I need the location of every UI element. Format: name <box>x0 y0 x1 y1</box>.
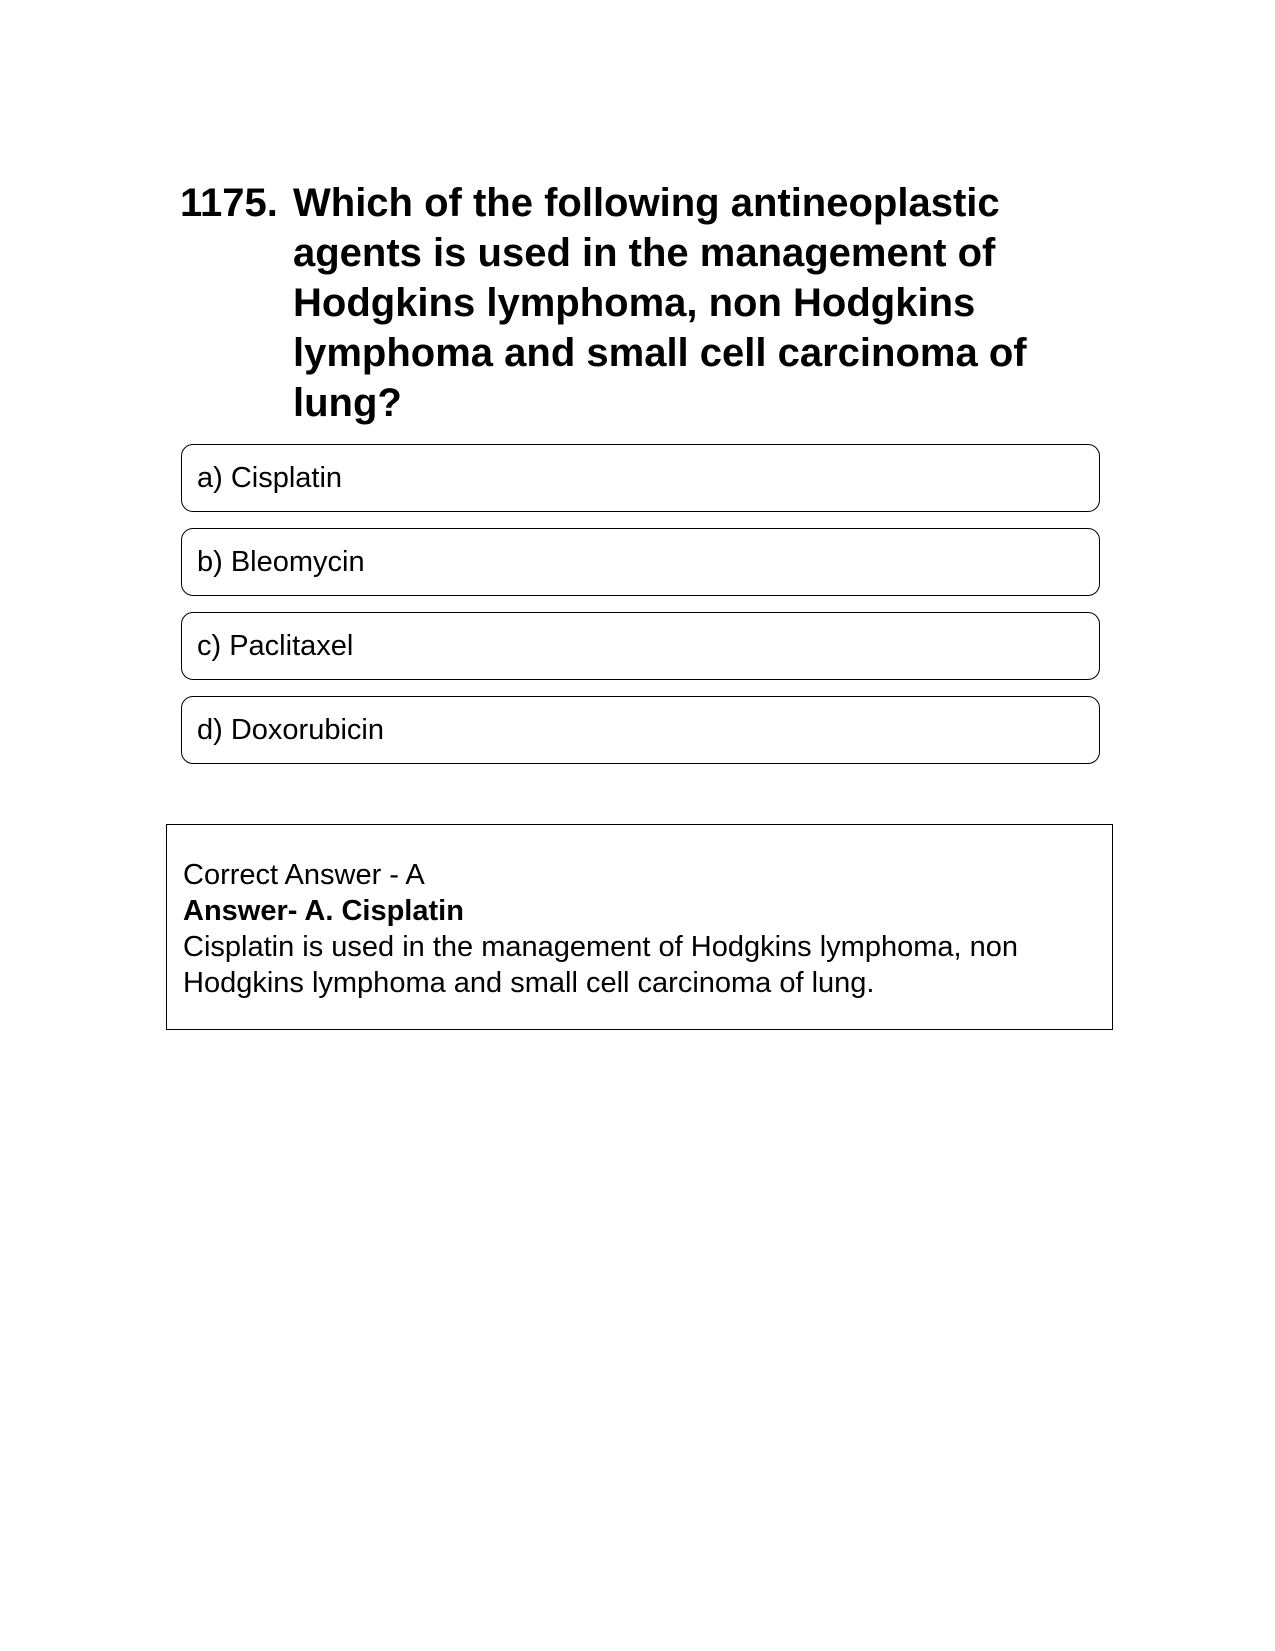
correct-answer-line: Correct Answer - A <box>183 859 425 891</box>
question-number: 1175. <box>180 181 278 225</box>
answer-heading: Answer- A. Cisplatin <box>183 895 464 927</box>
option-b[interactable]: b) Bleomycin <box>181 528 1100 596</box>
option-d[interactable]: d) Doxorubicin <box>181 696 1100 764</box>
question-block <box>180 178 1080 428</box>
options-list <box>181 444 1100 780</box>
option-a[interactable]: a) Cisplatin <box>181 444 1100 512</box>
option-c[interactable]: c) Paclitaxel <box>181 612 1100 680</box>
answer-explanation: Cisplatin is used in the management of Hodgkins lymphoma, non Hodgkins lymphoma and small cell carcinoma of lung. <box>183 931 1019 999</box>
answer-box <box>166 824 1113 1030</box>
question-text: Which of the following antineoplastic agents is used in the management of Hodgkins lymphoma, non Hodgkins lymphoma and small cell carcinoma of lung? <box>293 181 1027 425</box>
